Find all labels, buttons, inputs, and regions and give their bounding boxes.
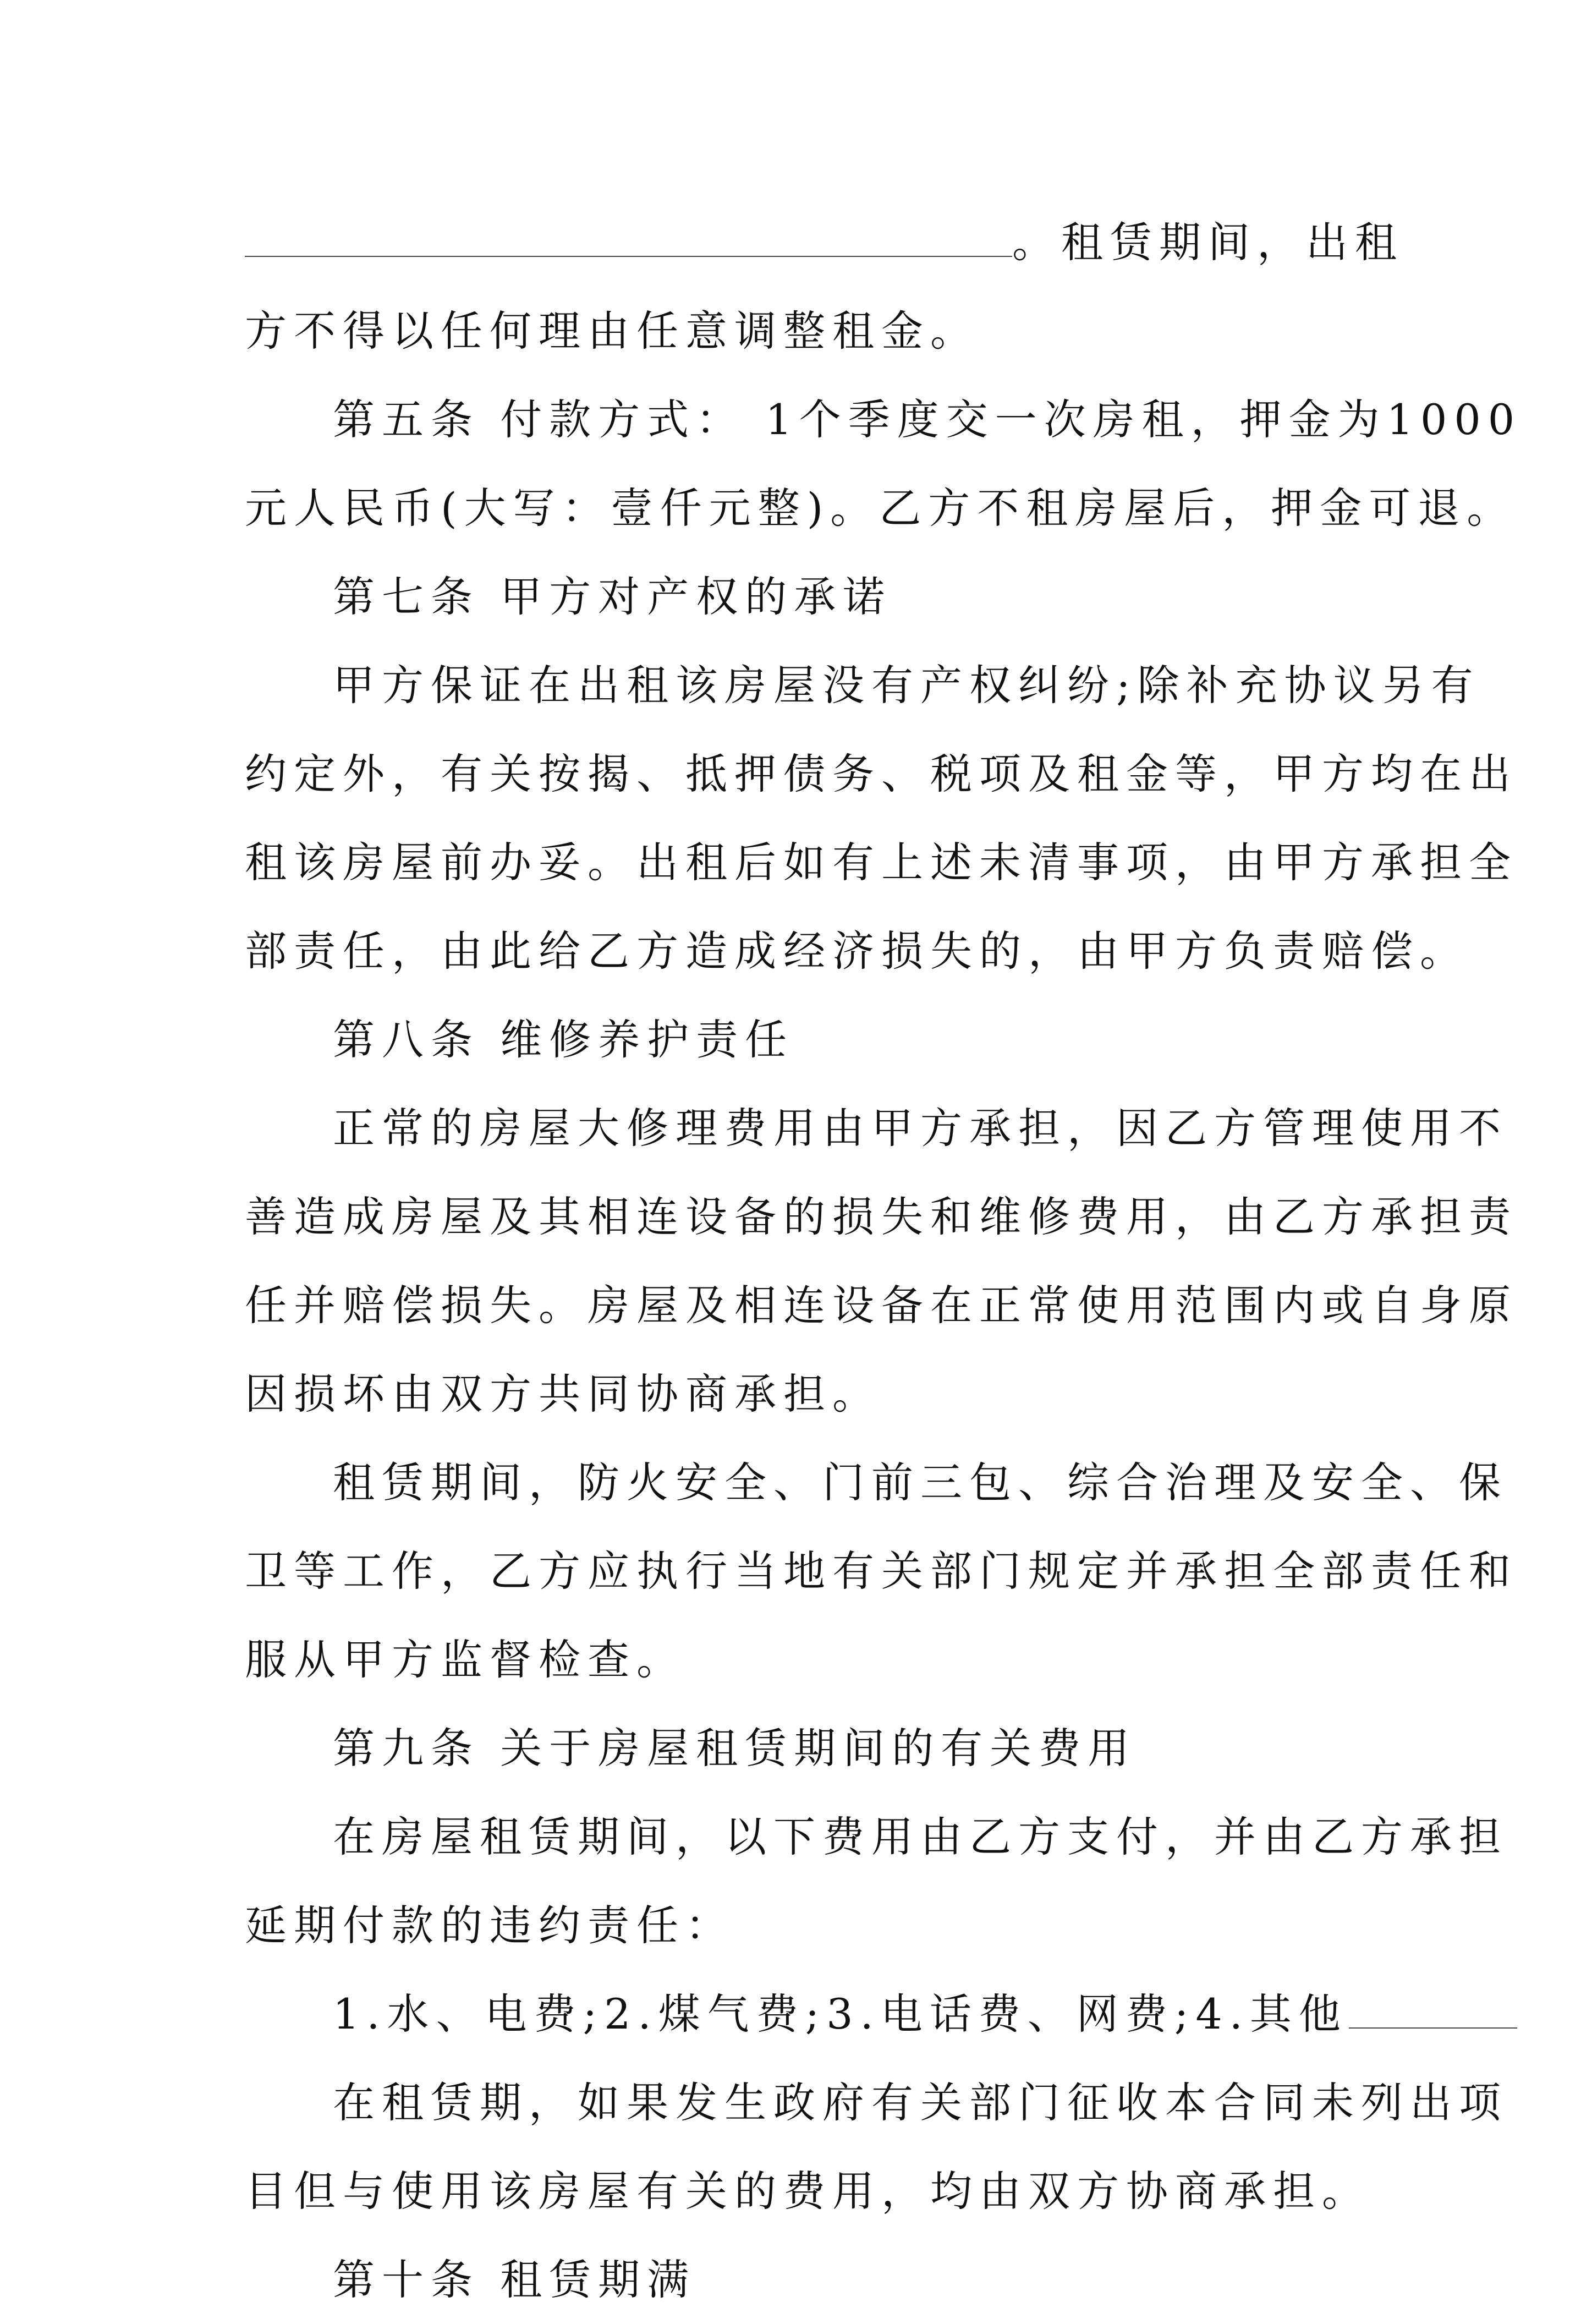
fill-in-blank [1349,1994,1517,2029]
text-line: 1.水、电费;2.煤气费;3.电话费、网费;4.其他 [245,1970,1362,2058]
article-8-heading: 第八条 维修养护责任 [333,1015,794,1064]
article-7-heading: 第七条 甲方对产权的承诺 [333,572,892,621]
text-line: 方不得以任何理由任意调整租金。 [245,306,979,355]
text-line: 善造成房屋及其相连设备的损失和维修费用，由乙方承担责 [245,1192,1518,1241]
text-line: 任并赔偿损失。房屋及相连设备在正常使用范围内或自身原 [245,1281,1518,1330]
text-line: 卫等工作，乙方应执行当地有关部门规定并承担全部责任和 [245,1547,1518,1596]
text-line: 元人民币(大写：壹仟元整)。乙方不租房屋后，押金可退。 [245,484,1516,533]
article-9-heading: 第九条 关于房屋租赁期间的有关费用 [333,1724,1137,1773]
fill-in-blank [245,223,1012,257]
text-line: 延期付款的违约责任： [245,1901,734,1950]
text-line: 部责任，由此给乙方造成经济损失的，由甲方负责赔偿。 [245,927,1469,975]
article-5-heading: 第五条 付款方式： 1个季度交一次房租，押金为1000 [333,395,1522,444]
text-line: 服从甲方监督检查。 [245,1635,685,1684]
text-line: 在房屋租赁期间，以下费用由乙方支付，并由乙方承担 [333,1812,1508,1861]
text-line: 甲方保证在出租该房屋没有产权纠纷;除补充协议另有 [333,661,1480,710]
article-10-heading: 第十条 租赁期满 [333,2255,696,2304]
text-line: 约定外，有关按揭、抵押债务、税项及租金等，甲方均在出 [245,749,1518,798]
text-line: 因损坏由双方共同协商承担。 [245,1369,881,1418]
text-line: 正常的房屋大修理费用由甲方承担，因乙方管理使用不 [333,1104,1508,1153]
text-line: 租该房屋前办妥。出租后如有上述未清事项，由甲方承担全 [245,838,1518,887]
text-line: 租赁期间，防火安全、门前三包、综合治理及安全、保 [333,1458,1508,1507]
document-page [245,198,1522,2324]
text-line: 。租赁期间，出租 [245,198,1362,287]
text-line: 在租赁期，如果发生政府有关部门征收本合同未列出项 [333,2078,1508,2127]
text-line: 目但与使用该房屋有关的费用，均由双方协商承担。 [245,2167,1371,2216]
